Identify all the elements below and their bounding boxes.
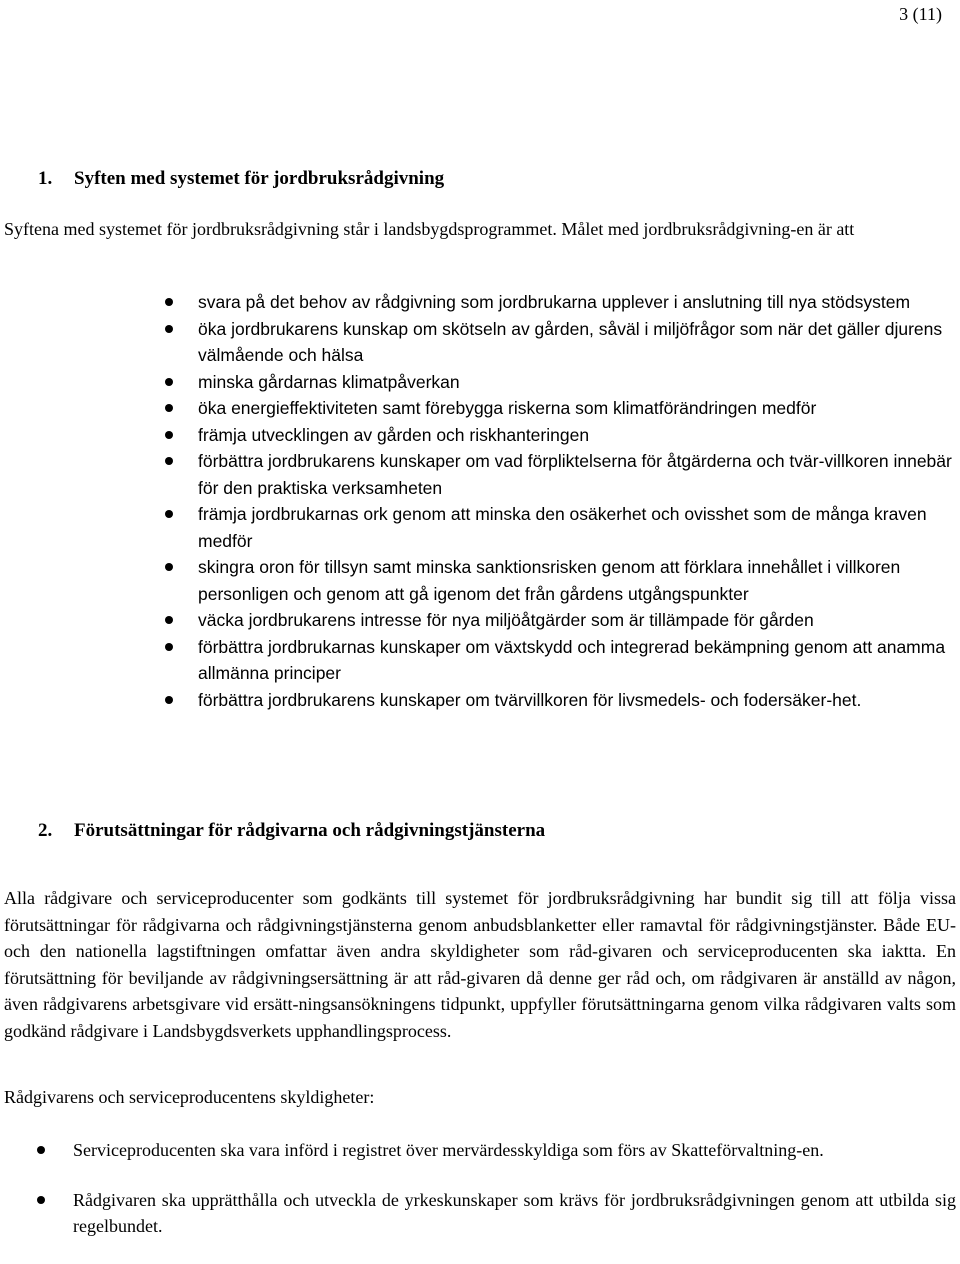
bullet-icon xyxy=(165,457,173,465)
bullet-icon xyxy=(165,510,173,518)
bullet-icon xyxy=(165,404,173,412)
bullet-icon xyxy=(165,378,173,386)
section-2-paragraph: Alla rådgivare och serviceproducenter som godkänts till systemet för jordbruksrådgivning har bundit sig till att följa vissa förutsättningar för rådgivarna och rådgivningstjänsterna genom anbudsblanketter eller ramavtal för rådgivningstjänster. Både EU- och den nationella lagstiftningen omfattar även andra skyldigheter som råd-givaren och serviceproducenten ska iaktta. En förutsättning för beviljande av rådgivningsersättning är att råd-givaren då denne ger råd och, om rådgivaren är anställd av någon, även rådgivarens arbetsgivare vid ersätt-ningsansökningens tidpunkt, uppfyller förutsättningarna genom vilka rådgivaren valts som godkänd rådgivare i Landsbygdsverkets upphandlingsprocess. xyxy=(4,888,956,1041)
section-2-number: 2. xyxy=(38,820,53,841)
bullet-icon xyxy=(165,325,173,333)
list-item: Serviceproducenten ska vara införd i registret över mervärdesskyldiga som förs av Skatteförvaltning-en. xyxy=(0,1137,960,1164)
list-item: minska gårdarnas klimatpåverkan xyxy=(0,369,960,396)
section-1-heading xyxy=(38,168,444,190)
bullet-icon xyxy=(37,1146,45,1154)
list-item: svara på det behov av rådgivning som jordbrukarna upplever i anslutning till nya stödsystem xyxy=(0,289,960,316)
list-item: öka energieffektiviteten samt förebygga riskerna som klimatförändringen medför xyxy=(0,395,960,422)
list-item: främja jordbrukarnas ork genom att minska den osäkerhet och ovisshet som de många kraven medför xyxy=(0,501,960,554)
bullet-icon xyxy=(165,643,173,651)
bullet-icon xyxy=(165,298,173,306)
page-number: 3 (11) xyxy=(899,4,942,24)
list-item: väcka jordbrukarens intresse för nya miljöåtgärder som är tillämpade för gården xyxy=(0,607,960,634)
bullet-icon xyxy=(165,431,173,439)
goals-list xyxy=(0,289,960,713)
bullet-icon xyxy=(165,563,173,571)
section-1-title: Syften med systemet för jordbruksrådgivning xyxy=(74,168,445,189)
list-item: förbättra jordbrukarnas kunskaper om växtskydd och integrerad bekämpning genom att anamma allmänna principer xyxy=(0,634,960,687)
section-2-title: Förutsättningar för rådgivarna och rådgivningstjänsterna xyxy=(74,820,546,841)
bullet-icon xyxy=(165,616,173,624)
duties-label: Rådgivarens och serviceproducentens skyldigheter: xyxy=(4,1087,375,1107)
list-item: förbättra jordbrukarens kunskaper om tvärvillkoren för livsmedels- och fodersäker-het. xyxy=(0,687,960,714)
list-item: skingra oron för tillsyn samt minska sanktionsrisken genom att förklara innehållet i villkoren personligen och genom att gå igenom det från gårdens utgångspunkter xyxy=(0,554,960,607)
list-item: öka jordbrukarens kunskap om skötseln av gården, såväl i miljöfrågor som när det gäller djurens välmående och hälsa xyxy=(0,316,960,369)
duties-list xyxy=(0,1137,960,1263)
bullet-icon xyxy=(165,696,173,704)
list-item: Rådgivaren ska upprätthålla och utveckla de yrkeskunskaper som krävs för jordbruksrådgivningen genom att utbilda sig regelbundet. xyxy=(0,1187,960,1240)
bullet-icon xyxy=(37,1196,45,1204)
section-2-heading xyxy=(38,820,545,842)
section-1-intro: Syftena med systemet för jordbruksrådgivning står i landsbygdsprogrammet. Målet med jordbruksrådgivning-en är att xyxy=(4,219,855,239)
section-1-number: 1. xyxy=(38,168,53,189)
list-item: främja utvecklingen av gården och riskhanteringen xyxy=(0,422,960,449)
list-item: förbättra jordbrukarens kunskaper om vad förpliktelserna för åtgärderna och tvär-villkoren innebär för den praktiska verksamheten xyxy=(0,448,960,501)
